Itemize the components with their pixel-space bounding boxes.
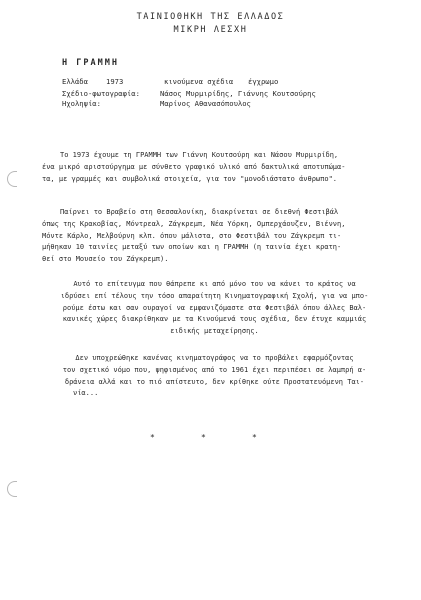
design-label: Σχέδιο-φωτογραφία: xyxy=(62,89,140,98)
sound-label: Ηχοληψία: xyxy=(62,99,101,108)
paragraph-3 xyxy=(42,279,387,338)
text-line: Δεν υποχρεώθηκε κανένας κινηματογράφος να το προβάλει εφαρμόζοντας xyxy=(75,354,354,362)
text-line: Μόντε Κάρλο, Μελβούρνη κλπ. όπου μάλιστα, στο Φεστιβάλ του Ζάγκρεμπ τι- xyxy=(42,231,342,240)
text-line: όπως της Κρακοβίας, Μόντρεαλ, Ζάγκρεμπ, Νέα Υόρκη, Ομπερχάουζεν, Βιέννη, xyxy=(42,219,346,228)
header-line-2: ΜΙΚΡΗ ΛΕΣΧΗ xyxy=(173,25,248,35)
text-line: νία... xyxy=(73,389,99,398)
film-country: Ελλάδα xyxy=(62,77,88,86)
text-line: θεί στο Μουσείο του Ζάγκρεμπ). xyxy=(42,255,169,264)
design-value: Νάσος Μυρμιρίδης, Γιάννης Κουτσούρης xyxy=(160,89,316,98)
text-line: Το 1973 έχουμε τη ΓΡΑΜΜΗ των Γιάννη Κουτσούρη και Νάσου Μυρμιρίδη, xyxy=(60,151,339,159)
binder-hole xyxy=(7,171,17,187)
text-line: ρούμε έστω και σαν ουραγοί να εμφανιζόμαστε στα Φεστιβάλ όπου άλλες Βαλ- xyxy=(62,303,367,312)
text-line: Αυτό το επίτευγμα που θάπρεπε κι από μόνο του να κάνει το κράτος να xyxy=(73,280,356,288)
paragraph-4 xyxy=(42,353,387,400)
sound-value: Μαρίνος Αθανασόπουλος xyxy=(160,99,251,108)
paragraph-2 xyxy=(42,207,387,266)
text-line: ένα μικρό αριστούργημα με σύνθετο γραφικό υλικό από δακτυλικά αποτυπώμα- xyxy=(42,162,346,171)
film-genre: κινούμενα σχέδια xyxy=(164,77,234,86)
text-line: τα, με γραμμές και συμβολικά στοιχεία, για τον "μονοδιάστατο άνθρωπο". xyxy=(42,174,338,183)
separator-star: * xyxy=(201,433,206,442)
film-color: έγχρωμο xyxy=(248,77,279,86)
text-line: ιδρύσει επί τέλους την τόσο απαραίτητη Κινηματογραφική Σχολή, για να μπο- xyxy=(60,291,369,300)
text-line: ειδικής μεταχείρησης. xyxy=(170,327,259,336)
text-line: κανικές χώρες διακρίθηκαν με τα Κινούμενά τους σχέδια, δεν έτυχε καμμιάς xyxy=(62,315,367,324)
film-title: Η ΓΡΑΜΜΗ xyxy=(62,58,119,68)
text-line: Παίρνει το Βραβείο στη Θεσσαλονίκη, διακρίνεται σε διεθνή Φεστιβάλ xyxy=(60,208,339,216)
separator-star: * xyxy=(150,433,155,442)
text-line: δράνεια αλλά και το πιό απίστευτο, δεν κρίθηκε ούτε Προστατευόμενη Ται- xyxy=(64,377,365,386)
text-line: τον σχετικό νόμο που, ψηφισμένος από το 1961 έχει περιπέσει σε λαμπρή α- xyxy=(62,365,367,374)
film-year: 1973 xyxy=(106,77,124,86)
separator-star: * xyxy=(252,433,257,442)
header-line-1: ΤΑΙΝΙΟΘΗΚΗ ΤΗΣ ΕΛΛΑΔΟΣ xyxy=(136,12,285,22)
paragraph-1 xyxy=(42,150,387,185)
text-line: μήθηκαν 10 ταινίες μεταξύ των οποίων και η ΓΡΑΜΜΗ (η ταινία έχει κρατη- xyxy=(42,243,342,252)
binder-hole xyxy=(7,481,17,497)
